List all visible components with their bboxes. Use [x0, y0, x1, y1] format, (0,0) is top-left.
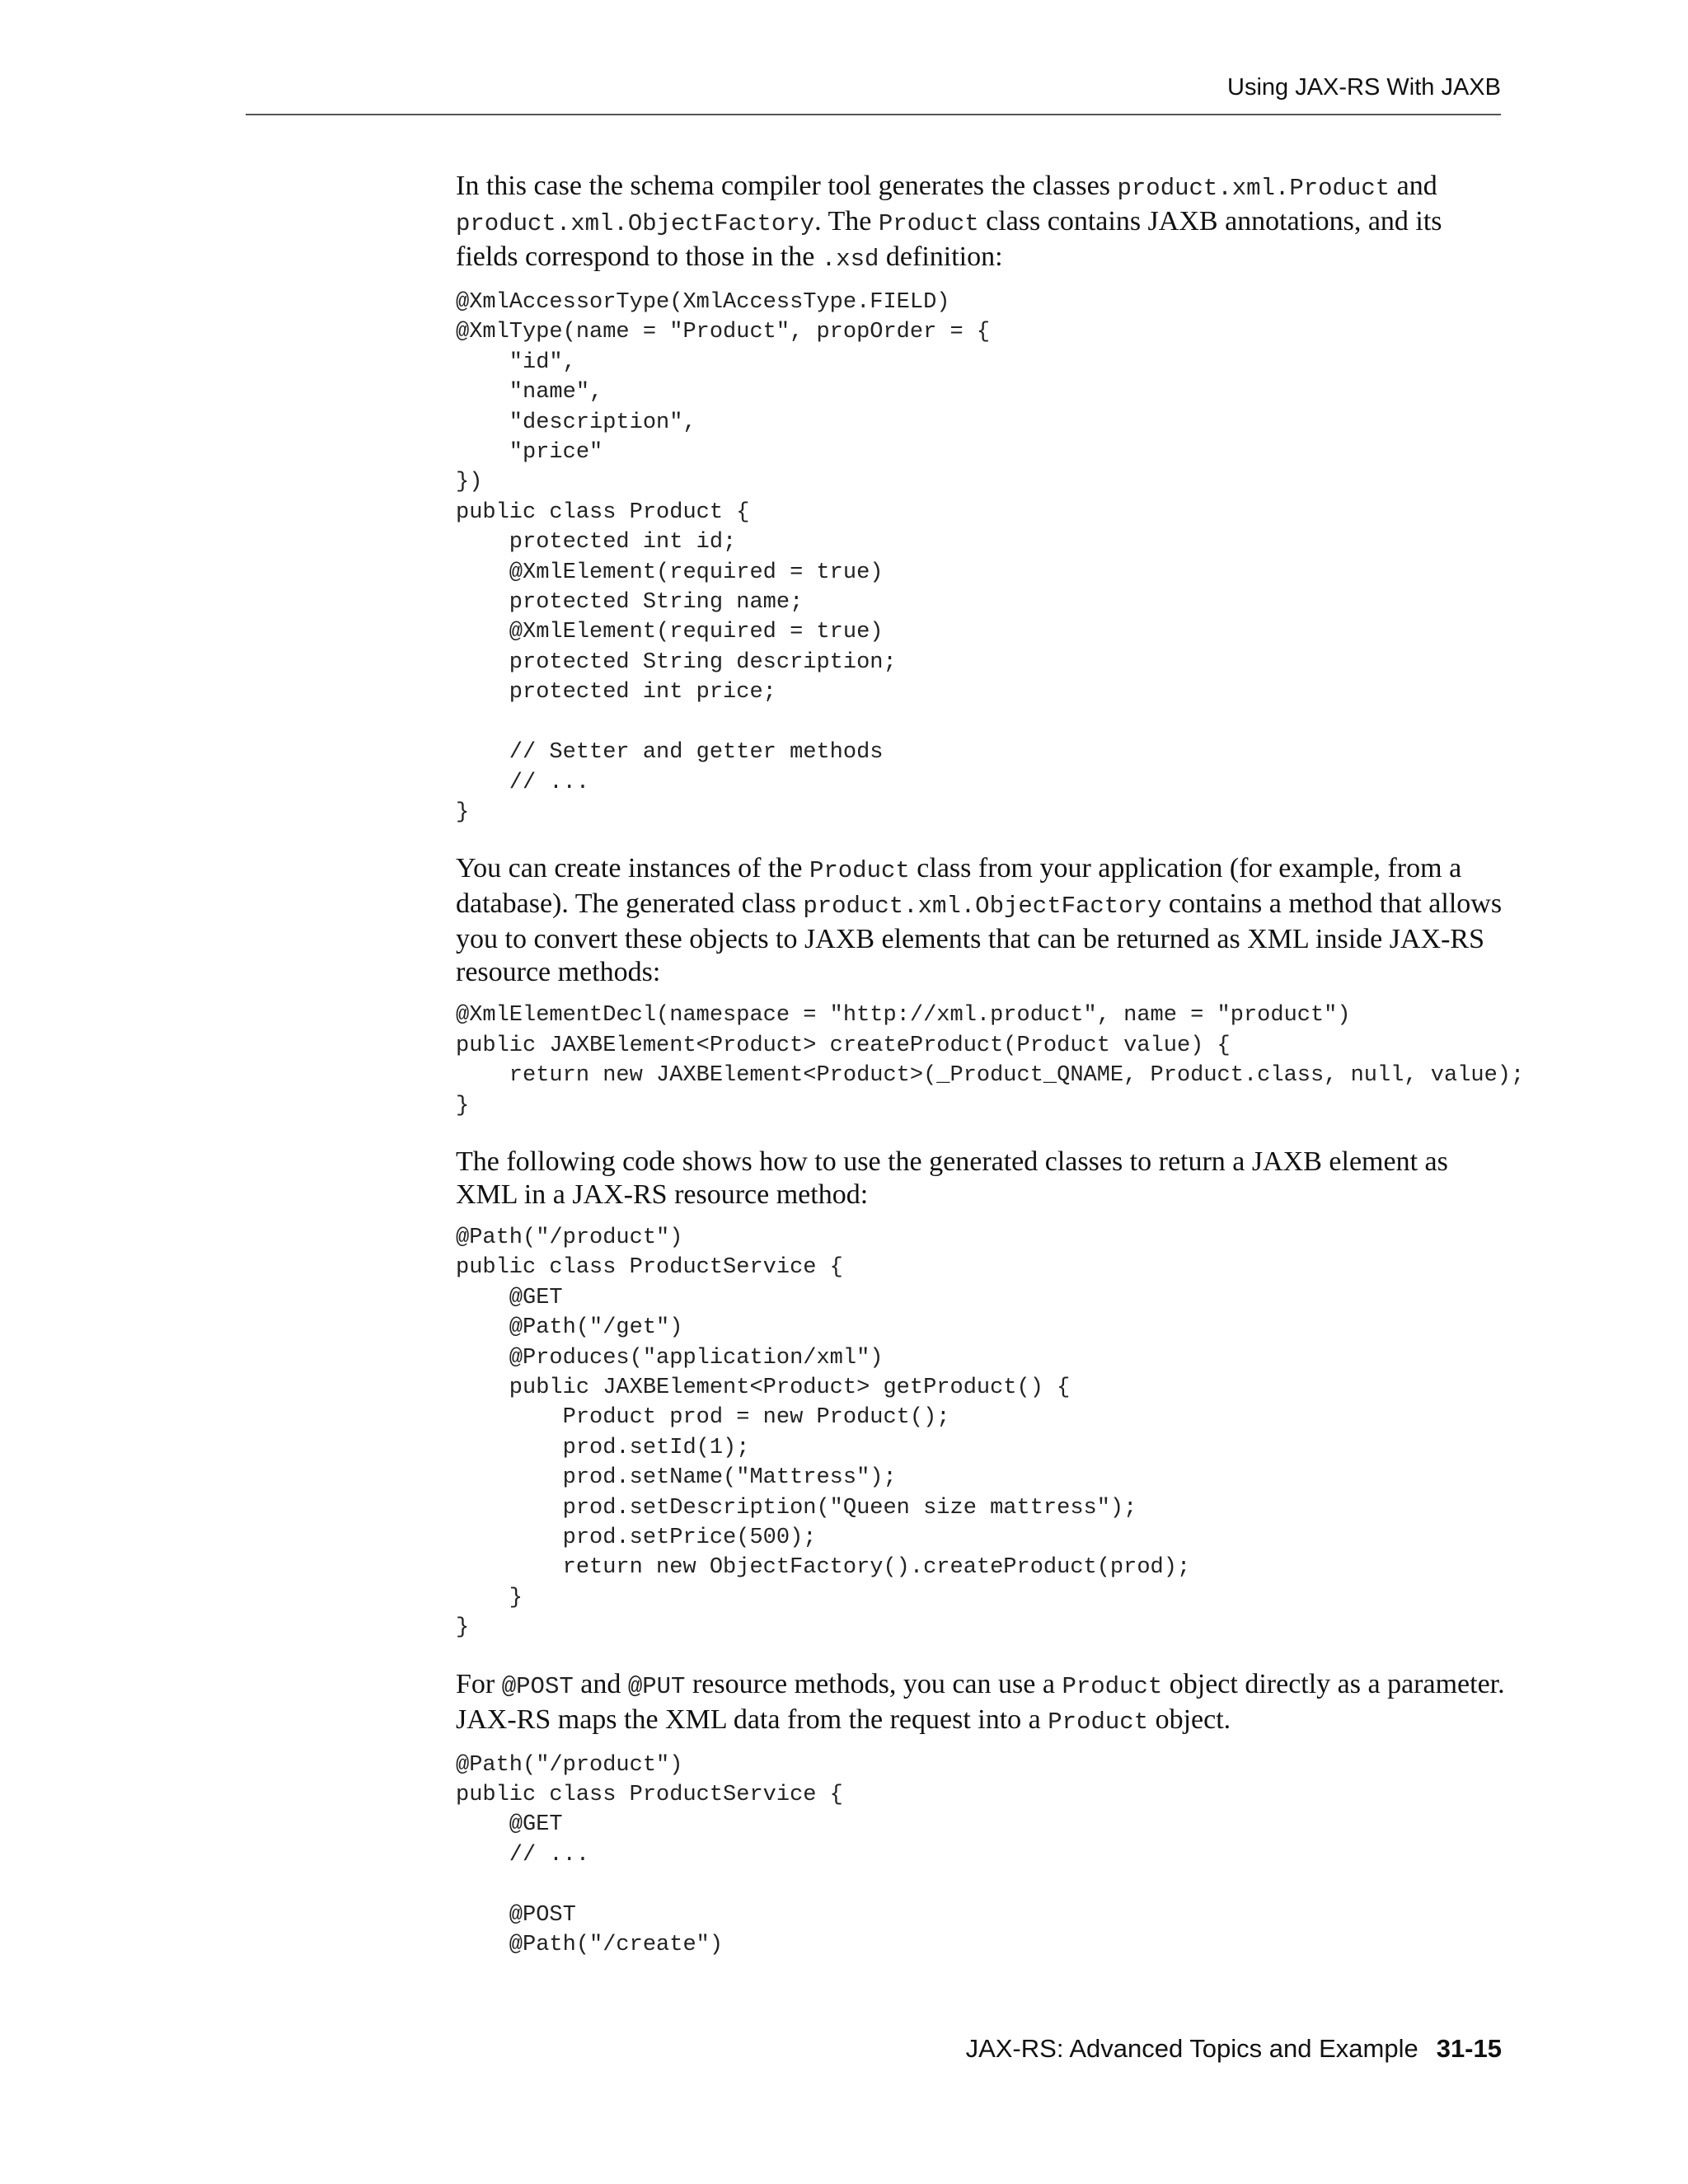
text-span: object.: [1148, 1704, 1231, 1735]
paragraph-object-factory: [456, 852, 1507, 989]
text-span: You can create instances of the: [456, 853, 809, 884]
inline-code: @PUT: [627, 1672, 686, 1700]
inline-code: product.xml.ObjectFactory: [803, 893, 1162, 921]
text-span: class from your application (for example, from a database). The generated class: [456, 853, 1462, 920]
code-block-product-class: @XmlAccessorType(XmlAccessType.FIELD) @XmlType(name = "Product", propOrder = { "id", "name", "description", "price" }) public class Product { protected int id; @XmlElement(required = true) protected String name; @XmlElement(required = true) protected String description; protected int price; // Setter and getter methods // ... }: [456, 290, 991, 825]
text-span: definition:: [879, 241, 1003, 272]
code-block-get-product: @Path("/product") public class ProductService { @GET @Path("/get") @Produces("application/xml") public JAXBElement<Product> getProduct() { Product prod = new Product(); prod.setId(1); prod.setName("Mattress"); prod.setDescription("Queen size mattress"); prod.setPrice(500); return new ObjectFactory().createProduct(prod); } }: [456, 1225, 1191, 1641]
inline-code: product.xml.ObjectFactory: [456, 210, 815, 237]
code-block-create-product: @XmlElementDecl(namespace = "http://xml.product", name = "product") public JAXBElement<Product> createProduct(Product value) { return new JAXBElement<Product>(_Product_QNAME, Product.class, null, value); }: [456, 1003, 1525, 1118]
inline-code: Product: [1062, 1672, 1163, 1700]
inline-code: @POST: [501, 1672, 574, 1700]
inline-code: Product: [809, 857, 910, 885]
footer-chapter-title: JAX-RS: Advanced Topics and Example: [965, 2034, 1418, 2063]
page-number: 31-15: [1436, 2034, 1502, 2063]
text-span: contains a method that allows you to convert these objects to JAXB elements that can be returned as XML inside JAX-RS resource methods:: [456, 888, 1503, 988]
running-footer: [966, 2034, 1502, 2064]
text-span: object directly as a parameter. JAX-RS maps the XML data from the request into a: [456, 1668, 1505, 1735]
paragraph-intro: [456, 170, 1507, 276]
header-divider: [246, 114, 1501, 115]
inline-code: Product: [878, 210, 979, 237]
paragraph-generated-classes: [456, 1146, 1507, 1212]
running-header: Using JAX-RS With JAXB: [1227, 74, 1501, 101]
text-span: and: [573, 1668, 628, 1699]
code-block-post-service: @Path("/product") public class ProductService { @GET // ... @POST @Path("/create"): [456, 1752, 843, 1958]
text-span: resource methods, you can use a: [685, 1668, 1062, 1699]
text-span: and: [1390, 171, 1437, 201]
inline-code: product.xml.Product: [1117, 175, 1390, 202]
text-span: class contains JAXB annotations, and its fields correspond to those in the: [456, 206, 1442, 272]
text-span: The following code shows how to use the generated classes to return a JAXB element as XML in a JAX-RS resource method:: [456, 1146, 1448, 1210]
text-span: In this case the schema compiler tool generates the classes: [456, 171, 1118, 201]
paragraph-post-put: [456, 1668, 1507, 1739]
inline-code: Product: [1048, 1708, 1149, 1736]
inline-code: .xsd: [821, 246, 879, 273]
text-span: For: [456, 1668, 502, 1699]
text-span: . The: [814, 206, 879, 237]
main-content: [456, 170, 1525, 1960]
